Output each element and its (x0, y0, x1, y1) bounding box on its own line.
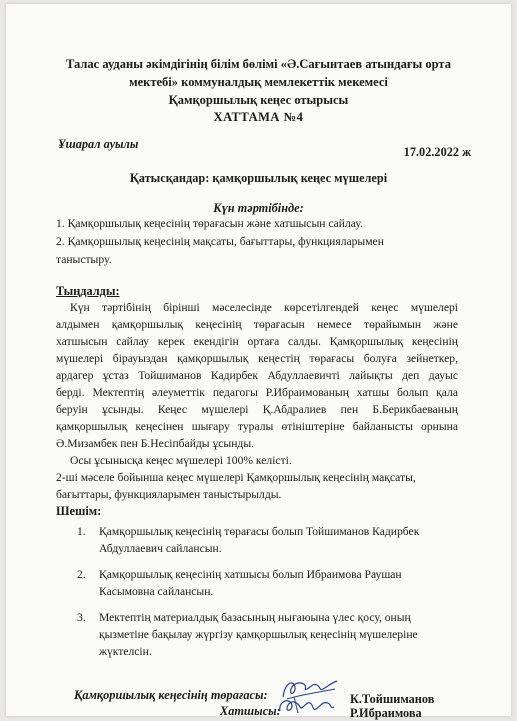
date: 17.02.2022 ж (403, 145, 471, 159)
heard-line: 2-ші мәселе бойынша кеңес мүшелері Қамқоршылық кеңесінің мақсаты, (56, 471, 416, 484)
heard-line: хатшысын сайлау керек екендігін ортаға салды. Қамқоршылық кеңесінің (56, 335, 458, 348)
heard-line: Ә.Мизамбек пен Б.Несіпбайды ұсынды. (56, 437, 255, 450)
heard-line: мүшелері бірауыздан қамқоршылық кеңестің төрағасы болуға зейнеткер, (56, 352, 458, 365)
decision-item-2-line: Қамқоршылық кеңесінің хатшысы болып Ибраимова Раушан (99, 568, 402, 581)
agenda-item-1: 1. Қамқоршылық кеңесінің төрағасын және хатшысын сайлау. (56, 217, 363, 230)
heard-line: берді. Мектептің әлеуметтік педагогы Р.Ибраимованың хатшы болып қала (56, 386, 458, 399)
heard-title: Тыңдалды: (56, 284, 120, 298)
agenda-title: Күн тәртібінде: (213, 201, 304, 215)
decision-item-3-line: қызметіне бақылау жүргізу қамқоршылық кеңесінің мүшелеріне (99, 628, 418, 641)
decision-item-3-line: Мектептің материалдық базасының нығаюына үлес қосу, оның (99, 611, 411, 624)
decision-item-2-line: Касымовна сайлансын. (99, 585, 214, 598)
header-line-1: Талас ауданы әкімдігінің білім бөлімі «Ә.Сағынтаев атындағы орта (66, 57, 451, 71)
protocol-title: ХАТТАМА №4 (213, 110, 304, 124)
heard-line: бағыттары, функцияларымен таныстырылды. (56, 488, 282, 501)
decision-item-1-number: 1. (77, 525, 86, 538)
heard-line: Күн тәртібінің бірінші мәселесінде көрсетілгендей кеңес мүшелері (70, 301, 458, 314)
heard-line: алдымен қамқоршылық кеңесінің төрағасын немесе төрайымын және (56, 318, 458, 331)
document-sheet (6, 4, 511, 720)
header-line-2: мектебі» коммуналдық мемлекеттік мекемесі (129, 75, 388, 89)
decision-item-1-line: Қамқоршылық кеңесінің төрағасы болып Тойшиманов Кадирбек (99, 525, 420, 538)
decision-item-2-number: 2. (77, 568, 86, 581)
decision-title: Шешім: (56, 504, 102, 518)
decision-item-3-line: жүктелсін. (99, 645, 152, 658)
heard-line: беруін ұсынды. Кеңес мүшелері Қ.Абдралиев пен Б.Берикбаеваның (56, 403, 458, 416)
agenda-item-2-cont: таныстыру. (56, 253, 112, 266)
header-line-3: Қамқоршылық кеңес отырысы (168, 93, 349, 107)
secretary-label: Хатшысы: (220, 704, 281, 718)
place: Ұшарал ауылы (58, 137, 139, 151)
agenda-item-2: 2. Қамқоршылық кеңесінің мақсаты, бағыттары, функцияларымен (56, 235, 384, 248)
chair-label: Қамқоршылық кеңесінің төрағасы: (74, 688, 268, 702)
participants: Қатысқандар: қамқоршылық кеңес мүшелері (129, 171, 388, 185)
chair-name: К.Тойшиманов (350, 692, 435, 706)
heard-line: Осы ұсынысқа кеңес мүшелері 100% келісті. (70, 454, 292, 467)
heard-line: ардагер ұстаз Тойшиманов Кадирбек Абдуллаевичті лайықты деп дауыс (56, 369, 458, 382)
heard-line: қамқоршылық кеңесінен шығару туралы өтініштеріне байланысты орнына (56, 420, 458, 433)
secretary-name: Р.Ибраимова (350, 706, 422, 720)
decision-item-3-number: 3. (77, 611, 86, 624)
secretary-signature-icon (274, 693, 340, 717)
decision-item-1-line: Абдуллаевич сайлансын. (99, 542, 222, 555)
